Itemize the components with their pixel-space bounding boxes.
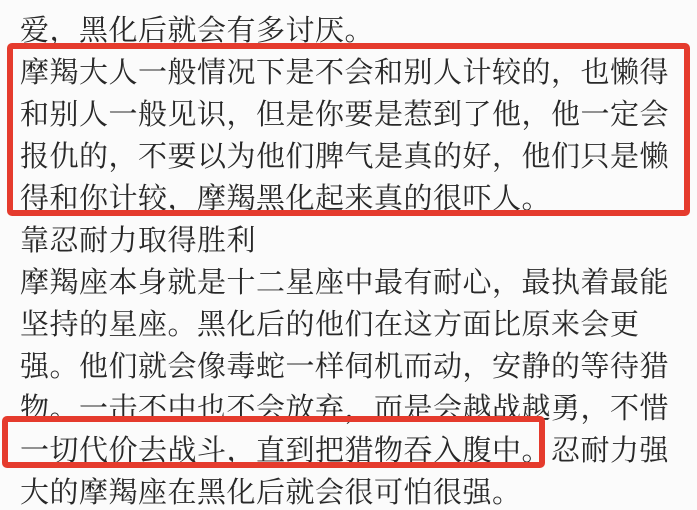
paragraph-line: 强。他们就会像毒蛇一样伺机而动，安静的等待猎 bbox=[20, 351, 670, 383]
paragraph-line-with-boxed-sentence bbox=[20, 430, 690, 472]
paragraph-line-intro: 爱，黑化后就会有多讨厌。 bbox=[20, 15, 375, 47]
paragraph-line: 物。一击不中也不会放弃，而是会越战越勇，不惜 bbox=[20, 393, 670, 425]
paragraph-line: 摩羯座本身就是十二星座中最有耐心，最执着最能 bbox=[20, 267, 670, 299]
section-heading: 靠忍耐力取得胜利 bbox=[20, 225, 257, 257]
boxed-paragraph-line-3: 报仇的，不要以为他们脾气是真的好，他们只是懒 bbox=[20, 141, 670, 173]
boxed-paragraph-line-1: 摩羯大人一般情况下是不会和别人计较的，也懒得 bbox=[20, 57, 670, 89]
paragraph-line: 坚持的星座。黑化后的他们在这方面比原来会更 bbox=[20, 309, 640, 341]
sentence-rest: 忍耐力强 bbox=[551, 435, 670, 467]
article-text bbox=[20, 10, 690, 510]
boxed-paragraph-line-2: 和别人一般见识，但是你要是惹到了他，他一定会 bbox=[20, 99, 670, 131]
boxed-sentence: 一切代价去战斗，直到把猎物吞入腹中。 bbox=[20, 435, 552, 467]
boxed-paragraph-line-4: 得和你计较，摩羯黑化起来真的很吓人。 bbox=[20, 183, 552, 215]
paragraph-line-last: 大的摩羯座在黑化后就会很可怕很强。 bbox=[20, 477, 522, 509]
